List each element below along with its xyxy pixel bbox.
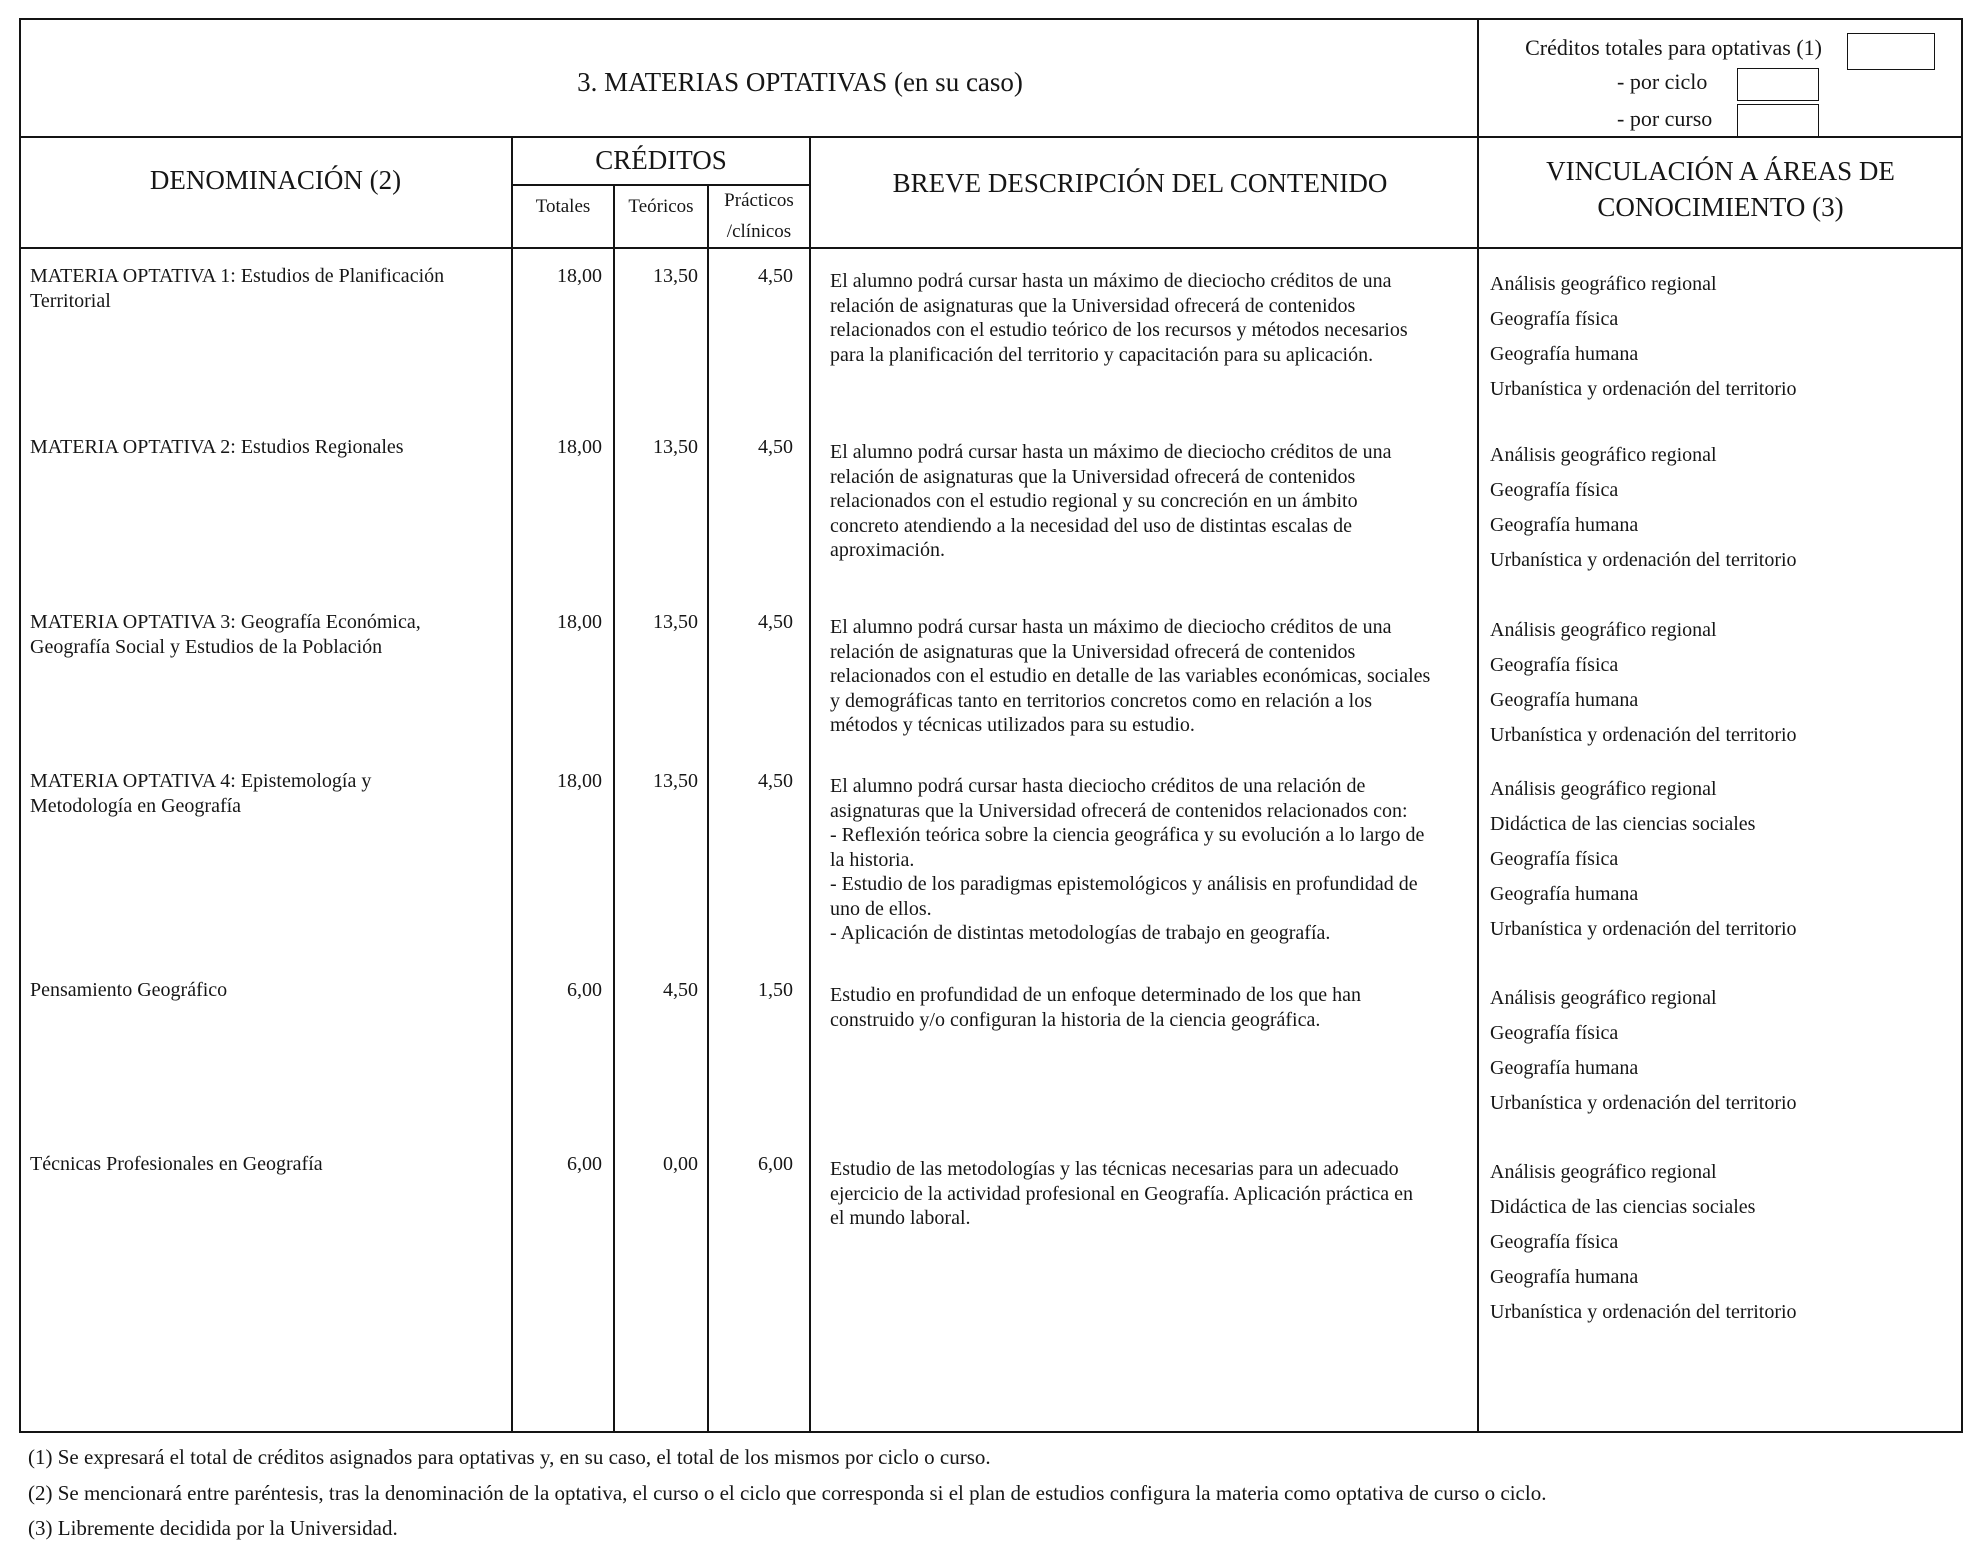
materia-name-line: Geografía Social y Estudios de la Población [30,635,383,658]
area-item: Análisis geográfico regional [1490,987,1717,1009]
areas-conocimiento-cell [1490,613,1950,753]
area-item: Geografía humana [1490,1266,1639,1288]
creditos-teoricos-cell: 4,50 [663,979,698,1001]
area-item: Urbanística y ordenación del territorio [1490,549,1797,571]
footnote-1: (1) Se expresará el total de créditos asignados para optativas y, en su caso, el total de los mismos por ciclo o curso. [28,1445,991,1469]
area-item: Geografía humana [1490,883,1639,905]
description-line: concreto atendiendo a la necesidad del uso de distintas escalas de [830,514,1353,537]
materia-name-line: Técnicas Profesionales en Geografía [30,1153,323,1175]
materia-name-line: Territorial [30,289,111,312]
por-curso-label: - por curso [1617,106,1713,131]
description-line: uno de ellos. [830,897,932,920]
descripcion-cell [830,1157,1470,1231]
area-item: Análisis geográfico regional [1490,273,1717,295]
materia-name [30,1152,500,1177]
descripcion-cell [830,615,1470,738]
description-line: Estudio en profundidad de un enfoque determinado de los que han [830,984,1361,1006]
areas-conocimiento-cell [1490,1155,1950,1330]
creditos-totales-cell: 18,00 [557,611,602,633]
areas-conocimiento-cell [1490,772,1950,947]
area-item: Geografía física [1490,1231,1619,1253]
descripcion-cell [830,983,1470,1032]
column-header-vinculacion-line2: CONOCIMIENTO (3) [1597,192,1844,222]
materia-name [30,769,500,818]
description-line: El alumno podrá cursar hasta un máximo de dieciocho créditos de una [830,616,1392,638]
creditos-practicos-cell: 4,50 [758,265,793,287]
description-line: relación de asignaturas que la Universidad ofrecerá de contenidos [830,640,1356,663]
description-line: relacionados con el estudio regional y su concreción en un ámbito [830,490,1358,512]
description-line: asignaturas que la Universidad ofrecerá de contenidos relacionados con: [830,799,1408,822]
creditos-practicos-cell: 6,00 [758,1153,793,1175]
column-header-creditos: CRÉDITOS [595,145,727,175]
area-item: Didáctica de las ciencias sociales [1490,1196,1756,1218]
description-line: - Aplicación de distintas metodologías de trabajo en geografía. [830,922,1331,944]
descripcion-cell [830,440,1470,563]
description-line: el mundo laboral. [830,1207,971,1229]
area-item: Urbanística y ordenación del territorio [1490,724,1797,746]
creditos-totales-cell: 18,00 [557,436,602,458]
materia-name-line: MATERIA OPTATIVA 4: Epistemología y [30,770,372,792]
creditos-totales-cell: 18,00 [557,265,602,287]
area-item: Urbanística y ordenación del territorio [1490,1301,1797,1323]
creditos-practicos-cell: 4,50 [758,770,793,792]
description-line: relacionados con el estudio en detalle de las variables económicas, sociales [830,665,1431,687]
description-line: y demográficas tanto en territorios concretos como en relación a los [830,689,1373,712]
description-line: la historia. [830,848,915,871]
description-line: El alumno podrá cursar hasta un máximo de dieciocho créditos de una [830,270,1392,292]
creditos-teoricos-cell: 13,50 [653,436,698,458]
column-header-teoricos: Teóricos [628,196,694,217]
creditos-practicos-cell: 4,50 [758,611,793,633]
area-item: Geografía humana [1490,689,1639,711]
area-item: Análisis geográfico regional [1490,619,1717,641]
creditos-teoricos-cell: 13,50 [653,611,698,633]
area-item: Urbanística y ordenación del territorio [1490,918,1797,940]
materia-name-line: Pensamiento Geográfico [30,979,228,1001]
area-item: Geografía física [1490,848,1619,870]
area-item: Geografía humana [1490,343,1639,365]
column-header-practicos-line1: Prácticos [724,190,794,211]
description-line: ejercicio de la actividad profesional en Geografía. Aplicación práctica en [830,1182,1414,1205]
column-header-vinculacion-line1: VINCULACIÓN A ÁREAS DE [1546,156,1895,186]
por-ciclo-label: - por ciclo [1617,69,1708,94]
area-item: Didáctica de las ciencias sociales [1490,813,1756,835]
creditos-totales-cell: 6,00 [567,1153,602,1175]
creditos-practicos-cell: 4,50 [758,436,793,458]
creditos-teoricos-cell: 13,50 [653,770,698,792]
description-line: métodos y técnicas utilizados para su estudio. [830,714,1195,736]
creditos-teoricos-cell: 13,50 [653,265,698,287]
description-line: relacionados con el estudio teórico de los recursos y métodos necesarios [830,319,1408,341]
creditos-totales-label: Créditos totales para optativas (1) [1525,35,1822,60]
area-item: Análisis geográfico regional [1490,1161,1717,1183]
description-line: - Estudio de los paradigmas epistemológicos y análisis en profundidad de [830,873,1418,895]
descripcion-cell [830,774,1470,946]
materia-name [30,978,500,1003]
materia-name [30,610,500,659]
description-line: para la planificación del territorio y capacitación para su aplicación. [830,343,1374,366]
description-line: relación de asignaturas que la Universidad ofrecerá de contenidos [830,294,1356,317]
description-line: construido y/o configuran la historia de la ciencia geográfica. [830,1008,1321,1031]
materia-name-line: MATERIA OPTATIVA 3: Geografía Económica, [30,611,421,633]
materia-name-line: Metodología en Geografía [30,794,242,817]
areas-conocimiento-cell [1490,981,1950,1121]
area-item: Geografía física [1490,1022,1619,1044]
materia-name-line: MATERIA OPTATIVA 2: Estudios Regionales [30,436,404,458]
description-line: relación de asignaturas que la Universidad ofrecerá de contenidos [830,465,1356,488]
area-item: Geografía física [1490,479,1619,501]
column-header-practicos-line2: /clínicos [726,221,792,242]
description-line: El alumno podrá cursar hasta dieciocho créditos de una relación de [830,775,1366,797]
area-item: Análisis geográfico regional [1490,778,1717,800]
column-header-descripcion: BREVE DESCRIPCIÓN DEL CONTENIDO [892,168,1388,198]
materia-name-line: MATERIA OPTATIVA 1: Estudios de Planificación [30,265,445,287]
creditos-practicos-cell: 1,50 [758,979,793,1001]
area-item: Geografía física [1490,654,1619,676]
area-item: Geografía física [1490,308,1619,330]
description-line: Estudio de las metodologías y las técnicas necesarias para un adecuado [830,1158,1399,1180]
area-item: Urbanística y ordenación del territorio [1490,378,1797,400]
creditos-totales-cell: 6,00 [567,979,602,1001]
areas-conocimiento-cell [1490,267,1950,407]
footnote-3: (3) Libremente decidida por la Universidad. [28,1516,398,1540]
footnote-2: (2) Se mencionará entre paréntesis, tras la denominación de la optativa, el curso o el ciclo que corresponda si el plan de estudios configura la materia como optativa de curso o ciclo. [28,1481,1547,1505]
creditos-totales-cell: 18,00 [557,770,602,792]
descripcion-cell [830,269,1470,367]
materia-name [30,264,500,313]
creditos-teoricos-cell: 0,00 [663,1153,698,1175]
column-header-totales: Totales [535,196,591,217]
area-item: Geografía humana [1490,1057,1639,1079]
area-item: Geografía humana [1490,514,1639,536]
area-item: Urbanística y ordenación del territorio [1490,1092,1797,1114]
column-header-denominacion: DENOMINACIÓN (2) [149,165,402,195]
description-line: - Reflexión teórica sobre la ciencia geográfica y su evolución a lo largo de [830,824,1425,846]
areas-conocimiento-cell [1490,438,1950,578]
description-line: El alumno podrá cursar hasta un máximo de dieciocho créditos de una [830,441,1392,463]
section-title: 3. MATERIAS OPTATIVAS (en su caso) [577,67,1023,97]
materia-name [30,435,500,460]
description-line: aproximación. [830,539,945,561]
area-item: Análisis geográfico regional [1490,444,1717,466]
